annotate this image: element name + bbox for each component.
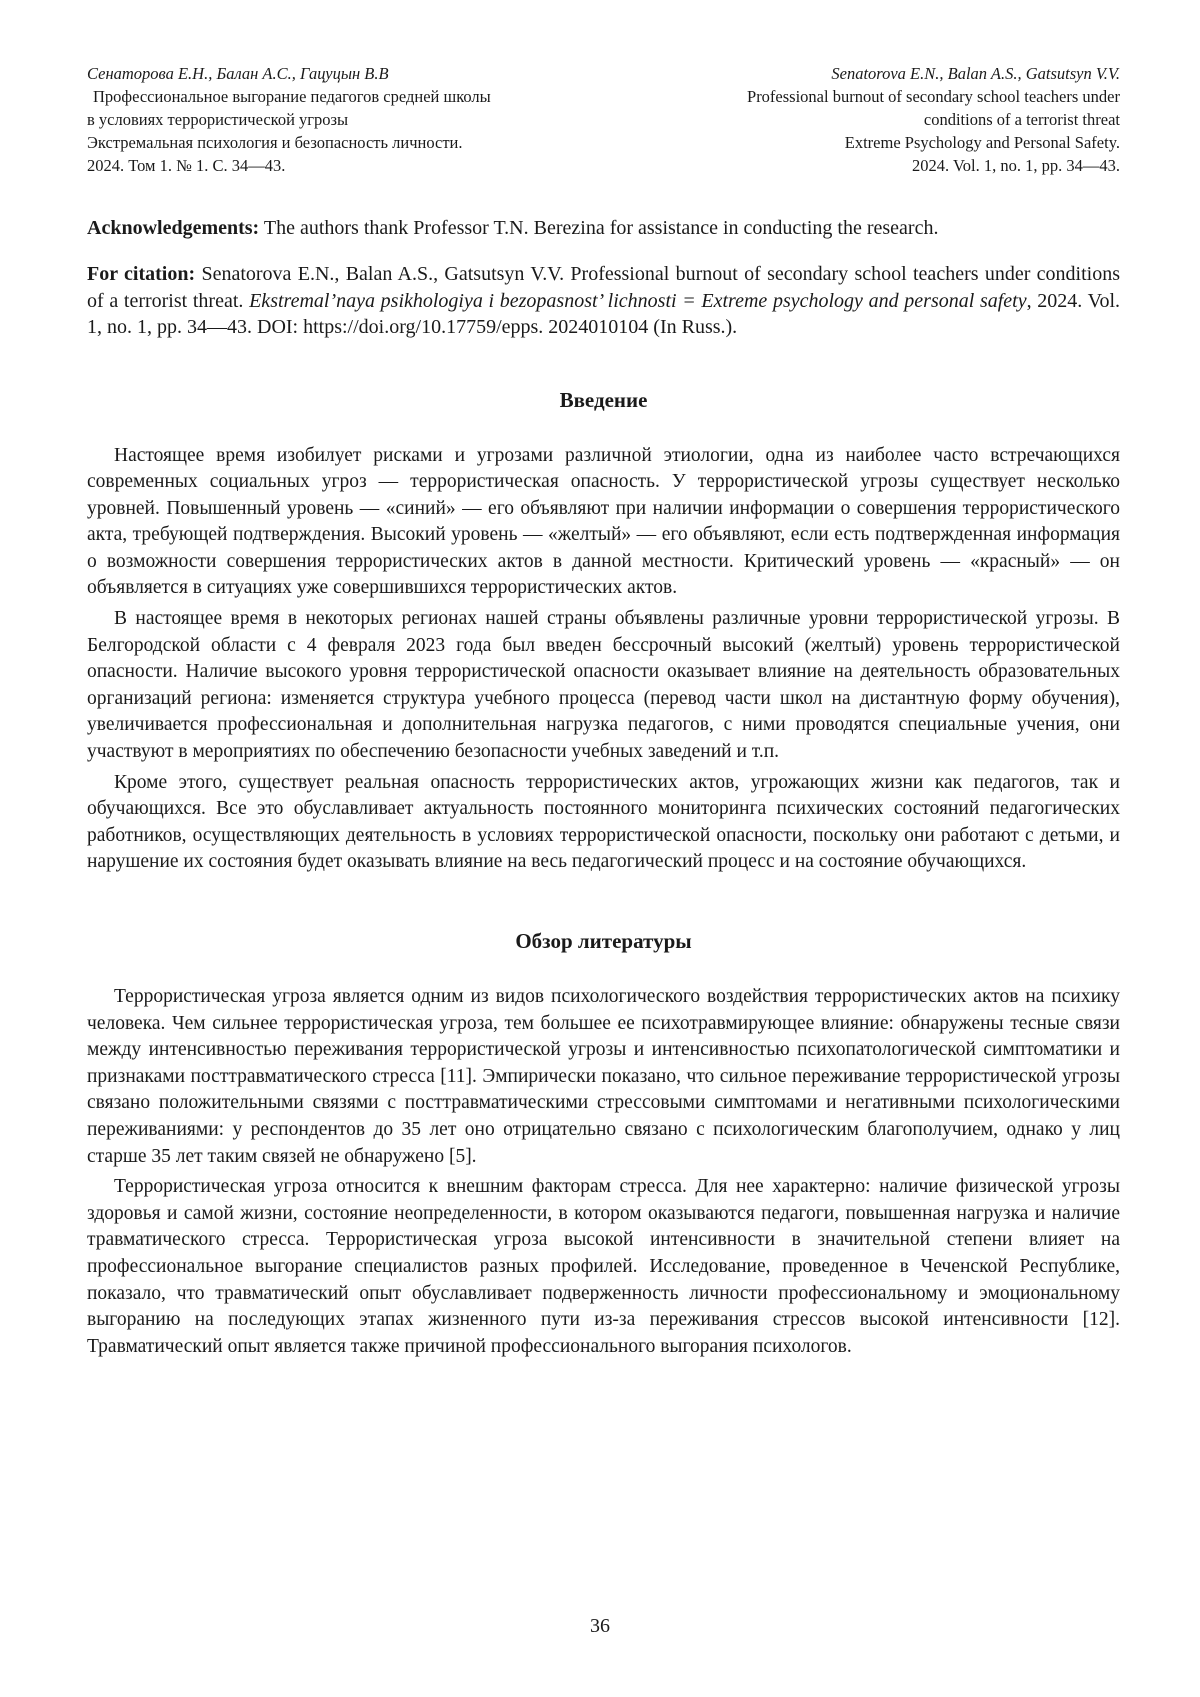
header-title-ru-line2: в условиях террористической угрозы xyxy=(87,110,349,129)
acknowledgements-label: Acknowledgements: xyxy=(87,217,260,239)
section-heading-literature-review: Обзор литературы xyxy=(515,929,692,953)
section-introduction-body xyxy=(87,443,1120,877)
citation-text-after: , 2024. Vol. 1, no. 1, pp. 34—43. DOI: https://doi.org/10.17759/epps. 2024010104 (In Russ.). xyxy=(87,289,1121,338)
section-heading-introduction: Введение xyxy=(559,387,648,412)
paragraph: Кроме этого, существует реальная опасность террористических актов, угрожающих жизни как педагогов, так и обучающихся. Все это обуславливает актуальность постоянного мониторинга психических состояний педагогических работников, осуществляющих деятельность в условиях террористической опасности, поскольку они работают с детьми, и нарушение их состояния будет оказывать влияние на весь педагогический процесс и на состояние обучающихся. xyxy=(87,771,1120,873)
page-number: 36 xyxy=(590,1615,610,1637)
header-issue-ru: 2024. Том 1. № 1. С. 34—43. xyxy=(87,156,286,175)
header-journal-ru: Экстремальная психология и безопасность личности. xyxy=(87,133,463,152)
paragraph: Террористическая угроза относится к внешним факторам стресса. Для нее характерно: наличие физической угрозы здоровья и самой жизни, состояние неопределенности, в котором оказываются педагоги, повышенная нагрузка и наличие травматического стресса. Террористическая угроза высокой интенсивности в значительной степени влияет на профессиональное выгорание специалистов разных профилей. Исследование, проведенное в Чеченской Республике, показало, что травматический опыт обуславливает подверженность личности профессиональному и эмоциональному выгоранию на последующих этапах жизненного пути из-за переживания стрессов высокой интенсивности [12]. Травматический опыт является также причиной профессионального выгорания психологов. xyxy=(87,1176,1120,1357)
header-title-en-line1: Professional burnout of secondary school teachers under xyxy=(747,87,1120,106)
header-russian xyxy=(87,62,604,177)
header-title-ru-line1: Профессиональное выгорание педагогов средней школы xyxy=(93,87,491,106)
acknowledgements-text: The authors thank Professor T.N. Berezina for assistance in conducting the research. xyxy=(263,217,939,239)
paragraph: Террористическая угроза является одним из видов психологического воздействия террористических актов на психику человека. Чем сильнее террористическая угроза, тем большее ее психотравмирующее влияние: обнаружены тесные связи между интенсивностью переживания террористической угрозы и интенсивностью психопатологической симптоматики и признаками посттравматического стресса [11]. Эмпирически показано, что сильное переживание террористической угрозы связано положительными связями с посттравматическими стрессовыми симптомами и негативными психологическими переживаниями: у респондентов до 35 лет оно отрицательно связано с психологическим благополучием, однако у лиц старше 35 лет таким связей не обнаружено [5]. xyxy=(87,986,1120,1167)
header-issue-en: 2024. Vol. 1, no. 1, pp. 34—43. xyxy=(912,156,1120,175)
paragraph: Настоящее время изобилует рисками и угрозами различной этиологии, одна из наиболее часто встречающихся современных социальных угроз — террористическая опасность. У террористической угрозы существует несколько уровней. Повышенный уровень — «синий» — его объявляют при наличии информации о совершения террористического акта, требующей подтверждения. Высокий уровень — «желтый» — его объявляют, если есть подтвержденная информация о возможности совершения террористических актов в данной местности. Критический уровень — «красный» — он объявляется в ситуациях уже совершившихся террористических актов. xyxy=(87,444,1120,599)
header-journal-en: Extreme Psychology and Personal Safety. xyxy=(844,133,1120,152)
citation xyxy=(87,261,1120,341)
header-english xyxy=(604,62,1121,177)
article-page xyxy=(87,62,1120,1364)
citation-text-before: Senatorova E.N., Balan A.S., Gatsutsyn V.V. Professional burnout of secondary school teachers under conditions of a terrorist threat. xyxy=(87,263,1120,312)
paragraph: В настоящее время в некоторых регионах нашей страны объявлены различные уровни террористической угрозы. В Белгородской области с 4 февраля 2023 года был введен бессрочный высокий (желтый) уровень террористической опасности. Наличие высокого уровня террористической опасности оказывает влияние на деятельность образовательных организаций региона: изменяется структура учебного процесса (перевод части школ на дистантную форму обучения), увеличивается профессиональная и дополнительная нагрузка педагогов, с ними проводятся специальные учения, они участвуют в мероприятиях по обеспечению безопасности учебных заведений и т.п. xyxy=(87,608,1120,763)
header-title-en-line2: conditions of a terrorist threat xyxy=(923,110,1120,129)
section-literature-review-body xyxy=(87,984,1120,1360)
citation-label: For citation: xyxy=(87,263,196,285)
header-authors-ru: Сенаторова Е.Н., Балан А.С., Гацуцын В.В xyxy=(87,64,389,83)
header-authors-en: Senatorova E.N., Balan A.S., Gatsutsyn V.V. xyxy=(831,64,1120,83)
acknowledgements xyxy=(87,215,1120,241)
citation-journal: Ekstremal’naya psikhologiya i bezopasnost’ lichnosti = Extreme psychology and personal safety xyxy=(249,289,1027,312)
running-header xyxy=(87,62,1120,177)
